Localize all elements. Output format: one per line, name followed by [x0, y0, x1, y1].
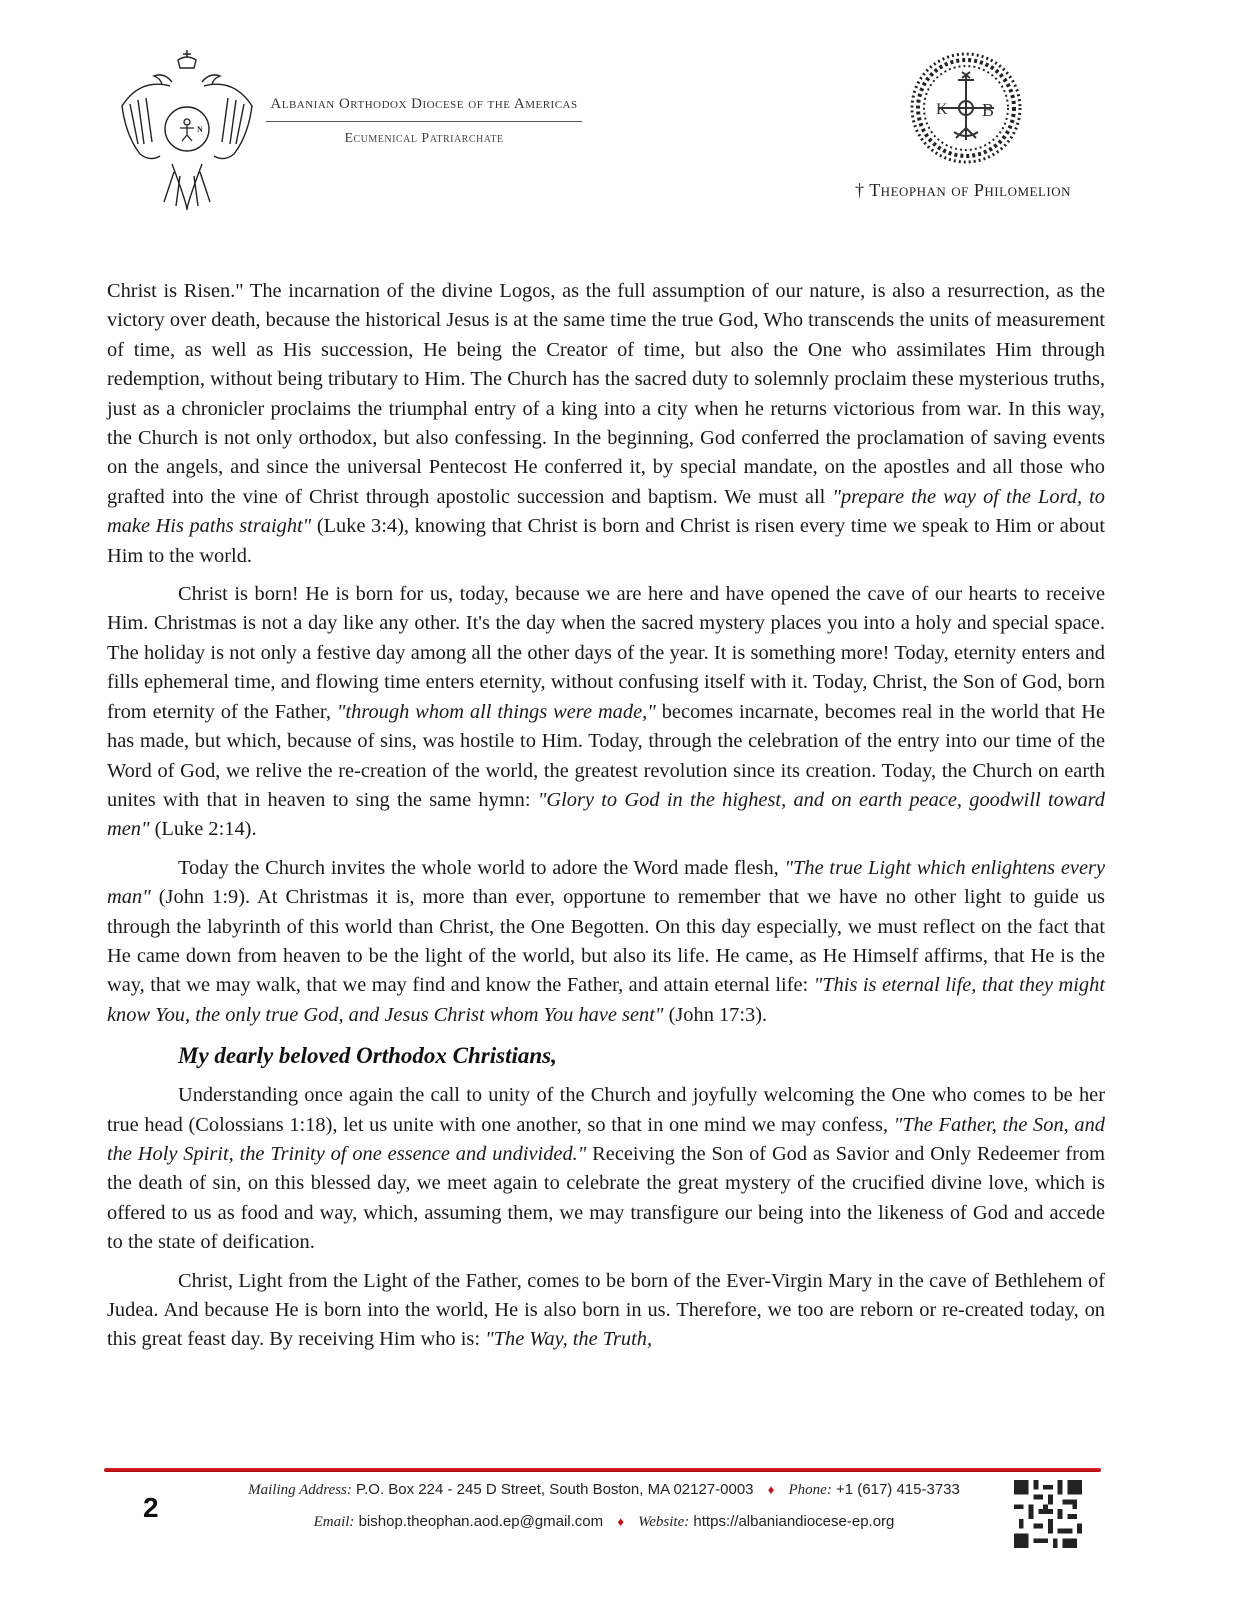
svg-text:B: B — [982, 100, 995, 120]
footer-divider — [104, 1468, 1101, 1472]
organization-name: Albanian Orthodox Diocese of the Americas — [266, 96, 582, 122]
double-headed-eagle-icon — [112, 44, 262, 214]
paragraph-3: Today the Church invites the whole world to adore the Word made flesh, "The true Light which enlightens every man" (John 1:9). At Christmas it is, more than ever, opportune to remember that we have no other light to guide us through the labyrinth of this world than Christ, the One Begotten. On this day especially, we must reflect on the fact that He came down from heaven to be the light of the world, but also its life. He came, as He Himself affirms, that He is the way, that we may walk, that we may find and know the Father, and attain eternal life: "This is eternal life, that they might know You, the only true God, and Jesus Christ whom You have sent" (John 17:3). — [107, 856, 1105, 1026]
letter-body — [107, 277, 1105, 1364]
cross-icon: † — [855, 180, 865, 200]
email-label: Email: — [313, 1514, 355, 1530]
bishop-name: Theophan of Philomelion — [869, 180, 1072, 200]
episcopal-seal-icon — [906, 48, 1026, 168]
creed-quote: "The Father, the Son, and the Holy Spirit, the Trinity of one essence and undivided." — [107, 1113, 1105, 1165]
organization-subtitle: Ecumenical Patriarchate — [344, 131, 504, 146]
letterhead — [0, 0, 1236, 240]
paragraph-5: Christ, Light from the Light of the Father, comes to be born of the Ever-Virgin Mary in the cave of Bethlehem of Judea. And because He is born into the world, He is also born in us. Therefore, we too are reborn or re-created today, on this great feast day. By receiving Him who is: "The Way, the Truth, — [107, 1269, 1105, 1351]
mailing-address: P.O. Box 224 - 245 D Street, South Boston, MA 02127-0003 — [356, 1481, 754, 1498]
salutation-heading: My dearly beloved Orthodox Christians, — [178, 1043, 557, 1069]
diamond-separator-icon: ♦ — [617, 1514, 624, 1529]
website-link[interactable]: https://albaniandiocese-ep.org — [693, 1513, 895, 1530]
website-label: Website: — [638, 1514, 690, 1530]
mailing-label: Mailing Address: — [248, 1482, 352, 1498]
page-number: 2 — [143, 1492, 159, 1523]
footer-contact — [200, 1474, 1008, 1538]
organization-block — [266, 96, 582, 147]
svg-text:N: N — [197, 125, 203, 134]
phone-number: +1 (617) 415-3733 — [836, 1481, 960, 1498]
scripture-quote: "Glory to God in the highest, and on earth peace, goodwill toward men" — [107, 788, 1105, 841]
scripture-quote: "This is eternal life, that they might know You, the only true God, and Jesus Christ whom You have sent" — [107, 974, 1105, 1026]
paragraph-4: Understanding once again the call to unity of the Church and joyfully welcoming the One who comes to be her true head (Colossians 1:18), let us unite with one another, so that in one mind we may confess, "The Father, the Son, and the Holy Spirit, the Trinity of one essence and undivided." Receiving the Son of God as Savior and Only Redeemer from the death of sin, on this blessed day, we meet again to celebrate the great mystery of the crucified divine love, which is offered to us as food and way, which, assuming them, we may transfigure our being into the likeness of God and accede to the state of deification. — [107, 1084, 1105, 1254]
email-link[interactable]: bishop.theophan.aod.ep@gmail.com — [358, 1513, 604, 1530]
diamond-separator-icon: ♦ — [767, 1482, 775, 1497]
paragraph-1: Christ is Risen." The incarnation of the divine Logos, as the full assumption of our nature, is also a resurrection, as the victory over death, because the historical Jesus is at the same time the true God, Who transcends the units of measurement of time, as well as His succession, He being the Creator of time, but also the One who assimilates Him through redemption, without being tributary to Him. The Church has the sacred duty to solemnly proclaim these mysterious truths, just as a chronicler proclaims the triumphal entry of a king into a city when he returns victorious from war. In this way, the Church is not only orthodox, but also confessing. In the beginning, God conferred the proclamation of saving events on the angels, and since the universal Pentecost He conferred it, by special mandate, on the apostles and all those who grafted into the vine of Christ through apostolic succession and baptism. We must all "prepare the way of the Lord, to make His paths straight" (Luke 3:4), knowing that Christ is born and Christ is risen every time we speak to Him or about Him to the world. — [107, 280, 1106, 567]
qr-code-icon[interactable] — [1013, 1480, 1083, 1548]
scripture-quote: "The true Light which enlightens every man" — [107, 856, 1105, 909]
bishop-signature-line — [855, 180, 1071, 201]
phone-label: Phone: — [788, 1482, 832, 1498]
footer-line-address — [200, 1474, 1008, 1506]
paragraph-2: Christ is born! He is born for us, today, because we are here and have opened the cave of our hearts to receive Him. Christmas is not a day like any other. It's the day when the sacred mystery places you into a holy and special space. The holiday is not only a festive day among all the other days of the year. It is something more! Today, eternity enters and fills ephemeral time, and flowing time enters eternity, without confusing itself with it. Today, Christ, the Son of God, born from eternity of the Father, "through whom all things were made," becomes incarnate, becomes real in the world that He has made, but which, because of sins, was hostile to Him. Today, through the celebration of the entry into our time of the Word of God, we relive the re-creation of the world, the greatest revolution since its creation. Today, the Church on earth unites with that in heaven to sing the same hymn: "Glory to God in the highest, and on earth peace, goodwill toward men" (Luke 2:14). — [107, 583, 1105, 841]
scripture-quote: "The Way, the Truth, — [485, 1328, 653, 1351]
footer-line-online — [200, 1506, 1008, 1538]
scripture-quote: "prepare the way of the Lord, to make His paths straight" — [107, 485, 1106, 538]
svg-text:K: K — [936, 101, 948, 118]
scripture-quote: "through whom all things were made," — [336, 700, 656, 723]
